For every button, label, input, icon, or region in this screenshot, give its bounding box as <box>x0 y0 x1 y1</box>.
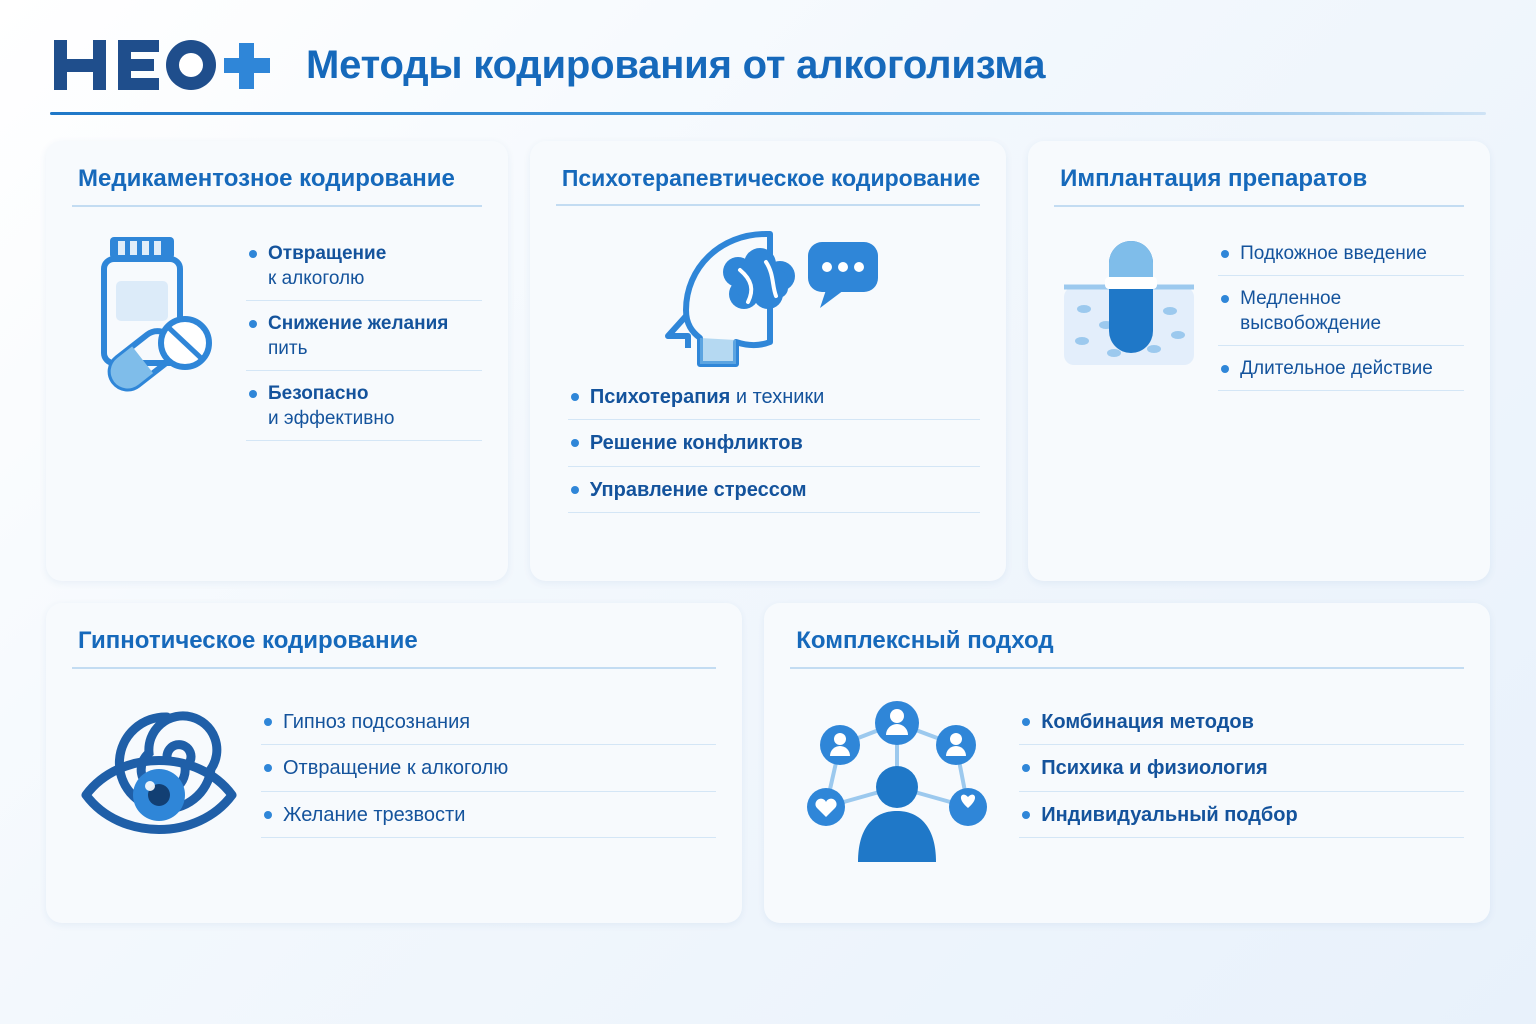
bullet-list-hypnosis <box>261 687 716 838</box>
list-item <box>568 384 980 420</box>
bullet-list-medication <box>246 225 482 441</box>
bullet-thin: и эффективно <box>268 408 395 430</box>
neo-plus-logo <box>52 34 272 96</box>
list-item <box>1218 286 1464 346</box>
card-title-divider <box>1054 205 1464 207</box>
bullet-strong: Медленное <box>1240 288 1342 310</box>
card-implantation[interactable] <box>1028 141 1490 581</box>
list-item <box>246 311 482 371</box>
card-medication[interactable] <box>46 141 508 581</box>
card-hypnosis[interactable] <box>46 603 742 923</box>
bullet-strong: Индивидуальный подбор <box>1041 803 1298 826</box>
card-body-medication <box>72 225 482 441</box>
bullet-strong: Психика и физиология <box>1041 757 1268 780</box>
list-item <box>1019 802 1464 838</box>
page-header <box>46 34 1490 96</box>
brain-head-chat-icon <box>648 224 888 374</box>
card-title-complex: Комплексный подход <box>796 627 1054 654</box>
hypnosis-eye-icon <box>72 687 247 852</box>
network-people-icon <box>790 687 1005 872</box>
logo-icon <box>52 34 272 96</box>
list-item <box>246 381 482 441</box>
bullet-strong: Желание трезвости <box>283 803 466 826</box>
card-body-implantation <box>1054 225 1464 395</box>
page-title: Методы кодирования от алкоголизма <box>306 42 1046 87</box>
card-body-complex <box>790 687 1464 872</box>
list-item <box>261 709 716 745</box>
cards-row-top <box>46 141 1490 581</box>
bullet-thin: пить <box>268 338 308 360</box>
bullet-strong: Длительное действие <box>1240 358 1433 380</box>
card-title-divider <box>72 205 482 207</box>
list-item <box>568 477 980 513</box>
card-body-hypnosis <box>72 687 716 852</box>
bullet-strong: Безопасно <box>268 383 369 405</box>
list-item <box>246 241 482 301</box>
list-item <box>1019 755 1464 791</box>
card-title-divider <box>556 204 980 206</box>
card-title-hypnosis: Гипнотическое кодирование <box>78 627 418 654</box>
list-item <box>1019 709 1464 745</box>
bullet-strong: Отвращение к алкоголю <box>283 757 509 780</box>
list-item <box>1218 356 1464 391</box>
bullet-strong: Управление стрессом <box>589 478 807 501</box>
bullet-strong: Отвращение <box>268 243 387 264</box>
bullet-strong: Снижение желания <box>268 313 449 335</box>
cards-row-bottom <box>46 603 1490 923</box>
list-item <box>568 430 980 466</box>
card-complex-approach[interactable] <box>764 603 1490 923</box>
card-title-psychotherapy: Психотерапевтическое кодирование <box>561 165 981 191</box>
card-title-divider <box>790 667 1464 669</box>
bullet-strong: Решение конфликтов <box>589 432 803 455</box>
bullet-strong: Подкожное введение <box>1240 243 1427 264</box>
bullet-list-complex <box>1019 687 1464 838</box>
bullet-strong: Психотерапия <box>589 386 731 408</box>
card-psychotherapy[interactable] <box>530 141 1006 581</box>
capsule-implant-icon <box>1054 225 1204 395</box>
pill-bottle-icon <box>72 225 232 395</box>
bullet-list-psychotherapy <box>556 384 980 513</box>
card-title-divider <box>72 667 716 669</box>
bullet-thin: и техники <box>735 386 825 408</box>
card-title-medication: Медикаментозное кодирование <box>78 165 455 192</box>
card-body-psychotherapy <box>556 224 980 513</box>
bullet-strong: Комбинация методов <box>1041 711 1254 733</box>
list-item <box>261 802 716 838</box>
bullet-strong: Гипноз подсознания <box>283 711 471 733</box>
list-item <box>261 755 716 791</box>
header-divider <box>50 112 1486 115</box>
bullet-list-implantation <box>1218 225 1464 391</box>
bullet-thin: высвобождение <box>1240 313 1382 335</box>
card-title-implantation: Имплантация препаратов <box>1060 165 1368 192</box>
bullet-thin: к алкоголю <box>268 268 365 290</box>
list-item <box>1218 241 1464 276</box>
